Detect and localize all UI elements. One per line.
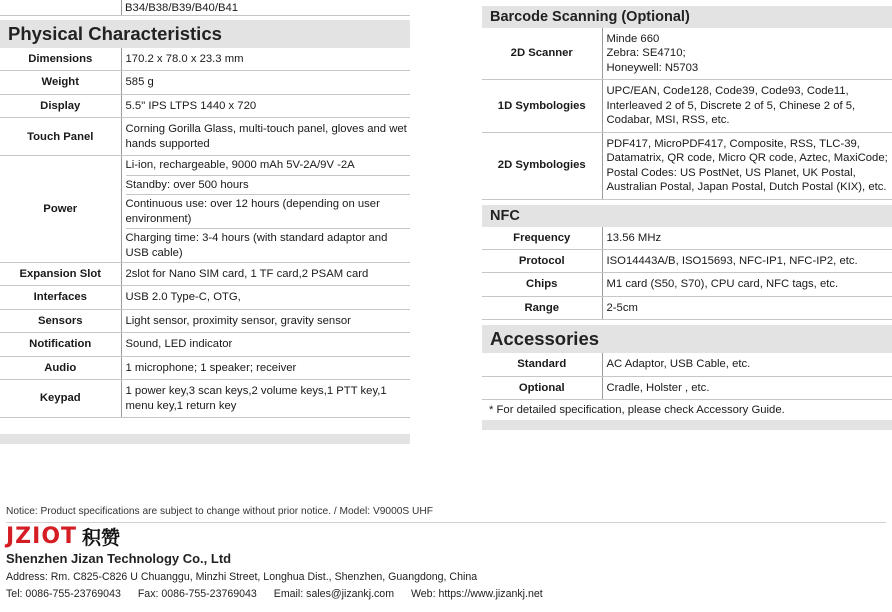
- physical-spec-value-cell: [121, 94, 410, 117]
- physical-spec-label: Audio: [0, 356, 121, 379]
- nfc-spec-row: [482, 227, 892, 250]
- physical-spec-value: 1 power key,3 scan keys,2 volume keys,1 PTT key,1 menu key,1 return key: [125, 385, 387, 412]
- accessory-spec-row: [482, 353, 892, 376]
- physical-spec-value-cell: [121, 333, 410, 356]
- barcode-spec-value-cell: [602, 28, 892, 80]
- nfc-table: [482, 227, 892, 321]
- barcode-spec-label: 1D Symbologies: [482, 80, 602, 132]
- contact-fax: Fax: 0086-755-23769043: [137, 588, 257, 600]
- physical-spec-label: Weight: [0, 71, 121, 94]
- physical-spec-value: Light sensor, proximity sensor, gravity sensor: [125, 314, 351, 327]
- physical-spec-row: [0, 71, 410, 94]
- nfc-spec-label: Chips: [482, 273, 602, 296]
- contact-web[interactable]: Web: https://www.jizankj.net: [410, 588, 543, 600]
- nfc-spec-value: M1 card (S50, S70), CPU card, NFC tags, etc.: [606, 278, 839, 291]
- physical-spec-row: [0, 262, 410, 285]
- accessory-spec-label: Standard: [482, 353, 602, 376]
- physical-spec-value: 2slot for Nano SIM card, 1 TF card,2 PSAM card: [125, 267, 369, 280]
- nfc-spec-row: [482, 296, 892, 319]
- company-address: Address: Rm. C825-C826 U Chuanggu, Minzhi Street, Longhua Dist., Shenzhen, Guangdong, China: [6, 571, 478, 583]
- nfc-spec-value-cell: [602, 296, 892, 319]
- physical-spec-value: Corning Gorilla Glass, multi-touch panel, gloves and wet hands supported: [125, 123, 407, 150]
- nfc-spec-value: ISO14443A/B, ISO15693, NFC-IP1, NFC-IP2, etc.: [606, 254, 858, 267]
- physical-spec-value: 170.2 x 78.0 x 23.3 mm: [125, 53, 244, 65]
- physical-spec-label: Interfaces: [0, 286, 121, 309]
- physical-spec-value: USB 2.0 Type-C, OTG,: [125, 291, 241, 304]
- physical-spec-row: [0, 333, 410, 356]
- right-spec-column: [482, 0, 892, 430]
- lte-bands-partial: B34/B38/B39/B40/B41: [0, 0, 410, 16]
- nfc-spec-value: 13.56 MHz: [606, 231, 662, 244]
- accessory-spec-value: Cradle, Holster , etc.: [606, 381, 710, 394]
- nfc-spec-label: Protocol: [482, 249, 602, 272]
- nfc-spec-label: Frequency: [482, 227, 602, 250]
- physical-spec-value-cell: [121, 309, 410, 332]
- physical-spec-value-cell: [121, 380, 410, 418]
- company-name: Shenzhen Jizan Technology Co., Ltd: [6, 551, 232, 566]
- physical-spec-row: [0, 309, 410, 332]
- nfc-spec-value-cell: [602, 227, 892, 250]
- physical-spec-label: Dimensions: [0, 48, 121, 71]
- physical-spec-value: Continuous use: over 12 hours (depending on user environment): [126, 195, 411, 229]
- barcode-spec-row: [482, 132, 892, 199]
- physical-spec-label: Power: [0, 156, 121, 263]
- barcode-spec-value: PDF417, MicroPDF417, Composite, RSS, TLC-39, Datamatrix, QR code, Micro QR code, Aztec, MaxiCode; Postal Codes: US PostNet, US Planet, UK Postal, Australian Postal, Japan Postal, Dutch Postal (KIX), etc.: [606, 137, 888, 194]
- barcode-spec-value: Minde 660 Zebra: SE4710; Honeywell: N5703: [606, 33, 699, 74]
- barcode-spec-value: UPC/EAN, Code128, Code39, Code93, Code11, Interleaved 2 of 5, Discrete 2 of 5, Chinese 2 of 5, Codabar, MSI, RSS, etc.: [606, 85, 856, 127]
- barcode-scanning-heading: Barcode Scanning (Optional): [482, 6, 892, 28]
- accessory-spec-value-cell: [602, 353, 892, 376]
- accessory-spec-label: Optional: [482, 376, 602, 399]
- nfc-heading: NFC: [482, 205, 892, 227]
- physical-spec-value-cell: [121, 118, 410, 156]
- physical-spec-value: Li-ion, rechargeable, 9000 mAh 5V-2A/9V -2A: [126, 156, 411, 175]
- physical-spec-row: [0, 48, 410, 71]
- section-end-bar-right: [482, 420, 892, 430]
- physical-spec-row: [0, 94, 410, 117]
- barcode-spec-value-cell: [602, 80, 892, 132]
- accessory-spec-value-cell: [602, 376, 892, 399]
- physical-spec-row: [0, 118, 410, 156]
- barcode-scanning-table: [482, 28, 892, 200]
- barcode-spec-label: 2D Symbologies: [482, 132, 602, 199]
- accessories-table: [482, 353, 892, 400]
- physical-spec-row: [0, 380, 410, 418]
- physical-spec-value: Sound, LED indicator: [125, 338, 233, 351]
- accessory-spec-row: [482, 376, 892, 399]
- nfc-spec-label: Range: [482, 296, 602, 319]
- barcode-spec-row: [482, 28, 892, 80]
- contact-line: [6, 588, 886, 600]
- physical-spec-value-cell: [121, 71, 410, 94]
- physical-spec-value-cell: [121, 262, 410, 285]
- physical-characteristics-heading: Physical Characteristics: [0, 20, 410, 48]
- physical-spec-row: [0, 156, 410, 263]
- barcode-spec-label: 2D Scanner: [482, 28, 602, 80]
- physical-spec-value: 1 microphone; 1 speaker; receiver: [125, 361, 297, 374]
- physical-spec-value-cell: [121, 48, 410, 71]
- physical-spec-label: Sensors: [0, 309, 121, 332]
- spec-notice: Notice: Product specifications are subject to change without prior notice. / Model: V9000S UHF: [6, 506, 433, 517]
- nfc-spec-row: [482, 249, 892, 272]
- nfc-spec-value-cell: [602, 273, 892, 296]
- physical-spec-label: Keypad: [0, 380, 121, 418]
- barcode-spec-value-cell: [602, 132, 892, 199]
- company-logo: [6, 522, 886, 549]
- contact-email[interactable]: Email: sales@jizankj.com: [273, 588, 395, 600]
- physical-characteristics-table: [0, 48, 410, 418]
- accessories-heading: Accessories: [482, 325, 892, 353]
- contact-tel: Tel: 0086-755-23769043: [6, 588, 121, 600]
- section-end-bar: [0, 434, 410, 444]
- physical-characteristics-column: [0, 0, 410, 444]
- nfc-spec-row: [482, 273, 892, 296]
- logo-wordmark: JZIOT: [6, 523, 78, 549]
- physical-spec-value: 5.5" IPS LTPS 1440 x 720: [125, 99, 257, 112]
- physical-spec-value-cell: [121, 156, 410, 263]
- physical-spec-label: Display: [0, 94, 121, 117]
- physical-spec-label: Expansion Slot: [0, 262, 121, 285]
- nfc-spec-value: 2-5cm: [606, 301, 638, 314]
- physical-spec-row: [0, 286, 410, 309]
- accessory-guide-note: * For detailed specification, please check Accessory Guide.: [489, 404, 785, 417]
- physical-spec-row: [0, 356, 410, 379]
- physical-spec-value: Standby: over 500 hours: [126, 176, 411, 195]
- nfc-spec-value-cell: [602, 249, 892, 272]
- physical-spec-label: Notification: [0, 333, 121, 356]
- physical-spec-value: 585 g: [125, 76, 154, 89]
- physical-spec-value: Charging time: 3-4 hours (with standard adaptor and USB cable): [125, 232, 388, 259]
- physical-spec-value-cell: [121, 286, 410, 309]
- footer: [6, 506, 886, 600]
- physical-spec-value-cell: [121, 356, 410, 379]
- accessory-spec-value: AC Adaptor, USB Cable, etc.: [606, 358, 751, 371]
- logo-chinese: 积赞: [82, 526, 121, 549]
- physical-spec-label: Touch Panel: [0, 118, 121, 156]
- barcode-spec-row: [482, 80, 892, 132]
